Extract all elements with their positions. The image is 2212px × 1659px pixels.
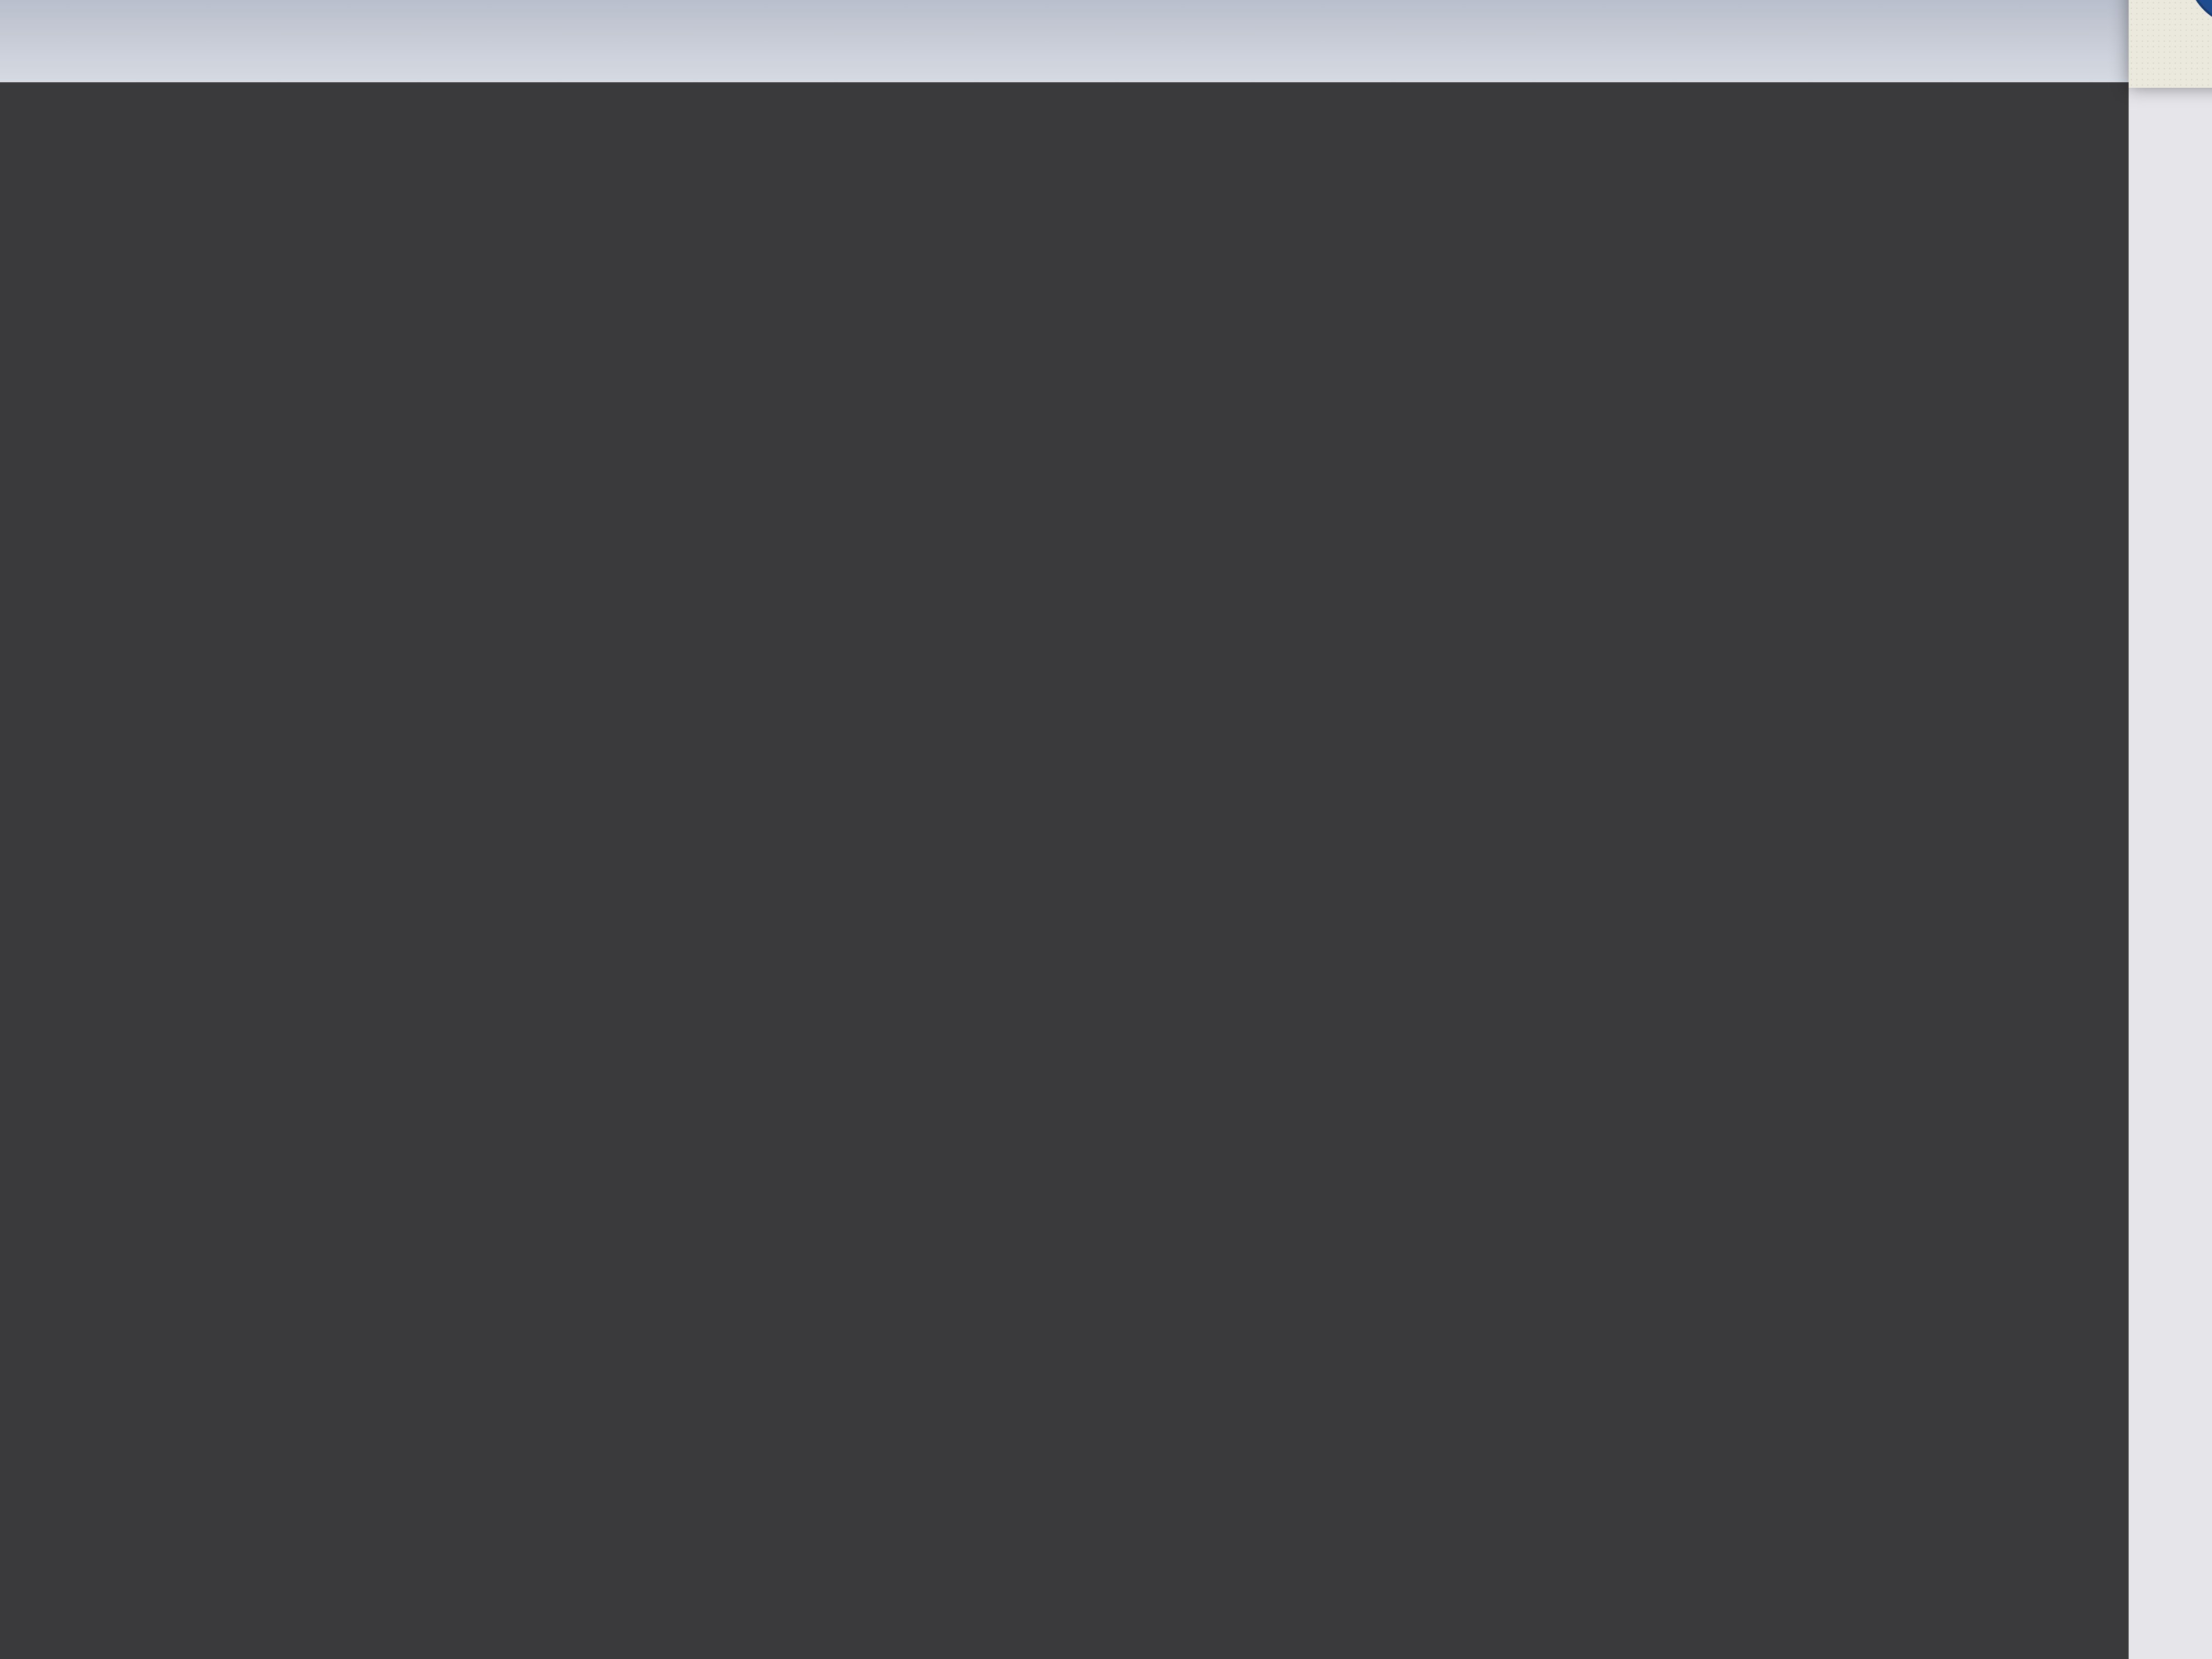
desk-edge [2129,0,2212,1659]
transcript-paper [2129,0,2212,88]
desk-background [0,0,2212,82]
university-logo-icon [2186,0,2212,27]
